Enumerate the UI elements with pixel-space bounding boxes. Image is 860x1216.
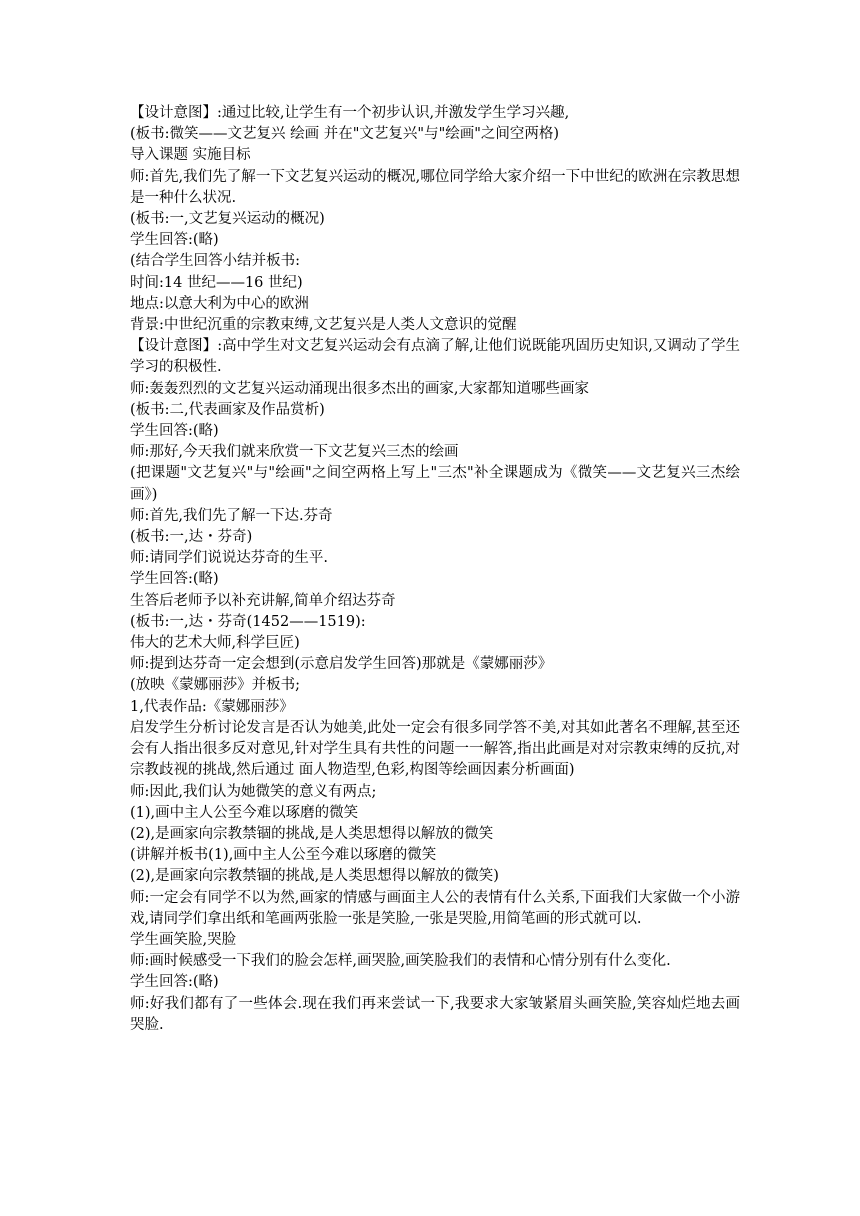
text-line: 时间:14 世纪——16 世纪) bbox=[130, 274, 303, 291]
text-line: (板书:一,文艺复兴运动的概况) bbox=[130, 211, 325, 228]
text-line: 生答后老师予以补充讲解,简单介绍达芬奇 bbox=[130, 592, 396, 609]
text-line: 师:提到达芬奇一定会想到(示意启发学生回答)那就是《蒙娜丽莎》 bbox=[130, 656, 553, 673]
text-line: (板书:微笑——文艺复兴 绘画 并在"文艺复兴"与"绘画"之间空两格) bbox=[130, 126, 560, 143]
text-line: 地点:以意大利为中心的欧洲 bbox=[130, 295, 309, 312]
text-line: 伟大的艺术大师,科学巨匠) bbox=[130, 635, 300, 652]
text-line: 师:那好,今天我们就来欣赏一下文艺复兴三杰的绘画 bbox=[130, 444, 459, 461]
text-line: 学生回答:(略) bbox=[130, 232, 219, 249]
text-line: 背景:中世纪沉重的宗教束缚,文艺复兴是人类人文意识的觉醒 bbox=[130, 317, 517, 334]
text-line: 学生回答:(略) bbox=[130, 423, 219, 440]
text-paragraph: 师:首先,我们先了解一下文艺复兴运动的概况,哪位同学给大家介绍一下中世纪的欧洲在宗教思想是一种什么状况. bbox=[130, 168, 740, 206]
text-line: 师:画时候感受一下我们的脸会怎样,画哭脸,画笑脸我们的表情和心情分别有什么变化. bbox=[130, 953, 671, 970]
text-line: (板书:一,达・芬奇(1452——1519): bbox=[130, 613, 366, 630]
text-line: (板书:二,代表画家及作品赏析) bbox=[130, 401, 325, 418]
text-line: 1,代表作品:《蒙娜丽莎》 bbox=[130, 698, 294, 715]
text-line: (讲解并板书(1),画中主人公至今难以琢磨的微笑 bbox=[130, 847, 437, 864]
text-line: 导入课题 实施目标 bbox=[130, 147, 251, 164]
text-line: (2),是画家向宗教禁锢的挑战,是人类思想得以解放的微笑 bbox=[130, 825, 494, 842]
document-body bbox=[130, 103, 740, 1036]
text-line: 学生回答:(略) bbox=[130, 974, 219, 991]
text-line: 【设计意图】:通过比较,让学生有一个初步认识,并激发学生学习兴趣, bbox=[130, 105, 570, 121]
text-line: 师:请同学们说说达芬奇的生平. bbox=[130, 550, 328, 567]
text-line: 学生回答:(略) bbox=[130, 571, 219, 588]
text-paragraph: 师:一定会有同学不以为然,画家的情感与画面主人公的表情有什么关系,下面我们大家做一个小游戏,请同学们拿出纸和笔画两张脸一张是笑脸,一张是哭脸,用简笔画的形式就可以. bbox=[130, 889, 740, 927]
text-line: 师:首先,我们先了解一下达.芬奇 bbox=[130, 507, 333, 524]
text-paragraph: 启发学生分析讨论发言是否认为她美,此处一定会有很多同学答不美,对其如此著名不理解,甚至还会有人指出很多反对意见,针对学生具有共性的问题一一解答,指出此画是对对宗教束缚的反抗,对宗教歧视的挑战,然后通过 面人物造型,色彩,构图等绘画因素分析画面) bbox=[130, 719, 740, 779]
text-line: (1),画中主人公至今难以琢磨的微笑 bbox=[130, 804, 359, 821]
text-paragraph: (把课题"文艺复兴"与"绘画"之间空两格上写上"三杰"补全课题成为《微笑——文艺复兴三杰绘画》) bbox=[130, 465, 740, 503]
text-line: (放映《蒙娜丽莎》并板书; bbox=[130, 677, 301, 694]
text-line: 师:因此,我们认为她微笑的意义有两点; bbox=[130, 783, 377, 800]
text-line: (板书:一,达・芬奇) bbox=[130, 529, 253, 546]
text-line: (结合学生回答小结并板书: bbox=[130, 253, 301, 270]
text-line: (2),是画家向宗教禁锢的挑战,是人类思想得以解放的微笑) bbox=[130, 868, 499, 885]
text-line: 学生画笑脸,哭脸 bbox=[130, 931, 237, 948]
text-paragraph: 师:好我们都有了一些体会.现在我们再来尝试一下,我要求大家皱紧眉头画笑脸,笑容灿烂地去画哭脸. bbox=[130, 995, 740, 1033]
text-paragraph: 【设计意图】:高中学生对文艺复兴运动会有点滴了解,让他们说既能巩固历史知识,又调动了学生学习的积极性. bbox=[130, 338, 740, 376]
text-line: 师:轰轰烈烈的文艺复兴运动涌现出很多杰出的画家,大家都知道哪些画家 bbox=[130, 380, 589, 397]
